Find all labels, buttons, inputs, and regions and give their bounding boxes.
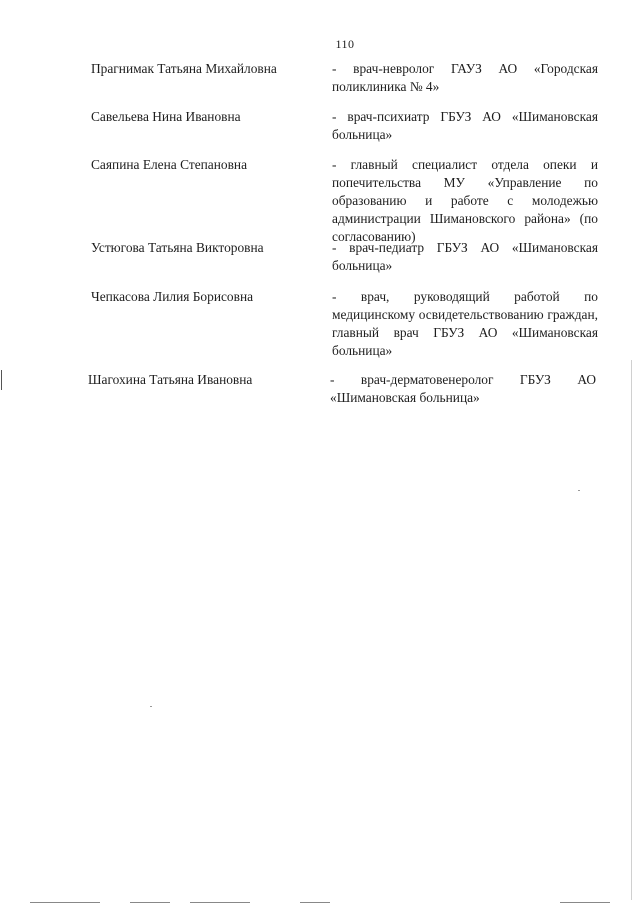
scan-edge-line: [631, 360, 632, 900]
scan-bottom-marks: [0, 902, 640, 904]
member-role: - врач, руководящий работой по медицинскому освидетельствованию граждан, главный врач ГБУЗ АО «Шимановская больница»: [332, 289, 598, 358]
scan-bottom-mark: [300, 902, 330, 903]
page-number: 110: [335, 37, 355, 51]
member-name: Саяпина Елена Степановна: [91, 157, 248, 172]
member-name: Чепкасова Лилия Борисовна: [91, 289, 254, 304]
member-role: - врач-невролог ГАУЗ АО «Городская поликлиника № 4»: [332, 61, 598, 94]
scan-edge-mark: [1, 370, 2, 390]
member-role: - врач-педиатр ГБУЗ АО «Шимановская больница»: [332, 240, 598, 273]
member-role: - главный специалист отдела опеки и попечительства МУ «Управление по образованию и работе с молодежью администрации Шимановского района» (по согласованию): [332, 157, 598, 244]
scan-bottom-mark: [130, 902, 170, 903]
member-role: - врач-психиатр ГБУЗ АО «Шимановская больница»: [332, 109, 598, 142]
member-name: Шагохина Татьяна Ивановна: [88, 372, 253, 387]
member-name: Прагнимак Татьяна Михайловна: [91, 61, 277, 76]
scan-bottom-mark: [560, 902, 610, 903]
member-name: Устюгова Татьяна Викторовна: [91, 240, 264, 255]
scan-bottom-mark: [30, 902, 100, 903]
scan-bottom-mark: [190, 902, 250, 903]
scan-speck: [578, 490, 580, 491]
scan-speck: [150, 706, 152, 707]
member-name: Савельева Нина Ивановна: [91, 109, 241, 124]
member-role: - врач-дерматовенеролог ГБУЗ АО «Шимановская больница»: [330, 372, 596, 405]
